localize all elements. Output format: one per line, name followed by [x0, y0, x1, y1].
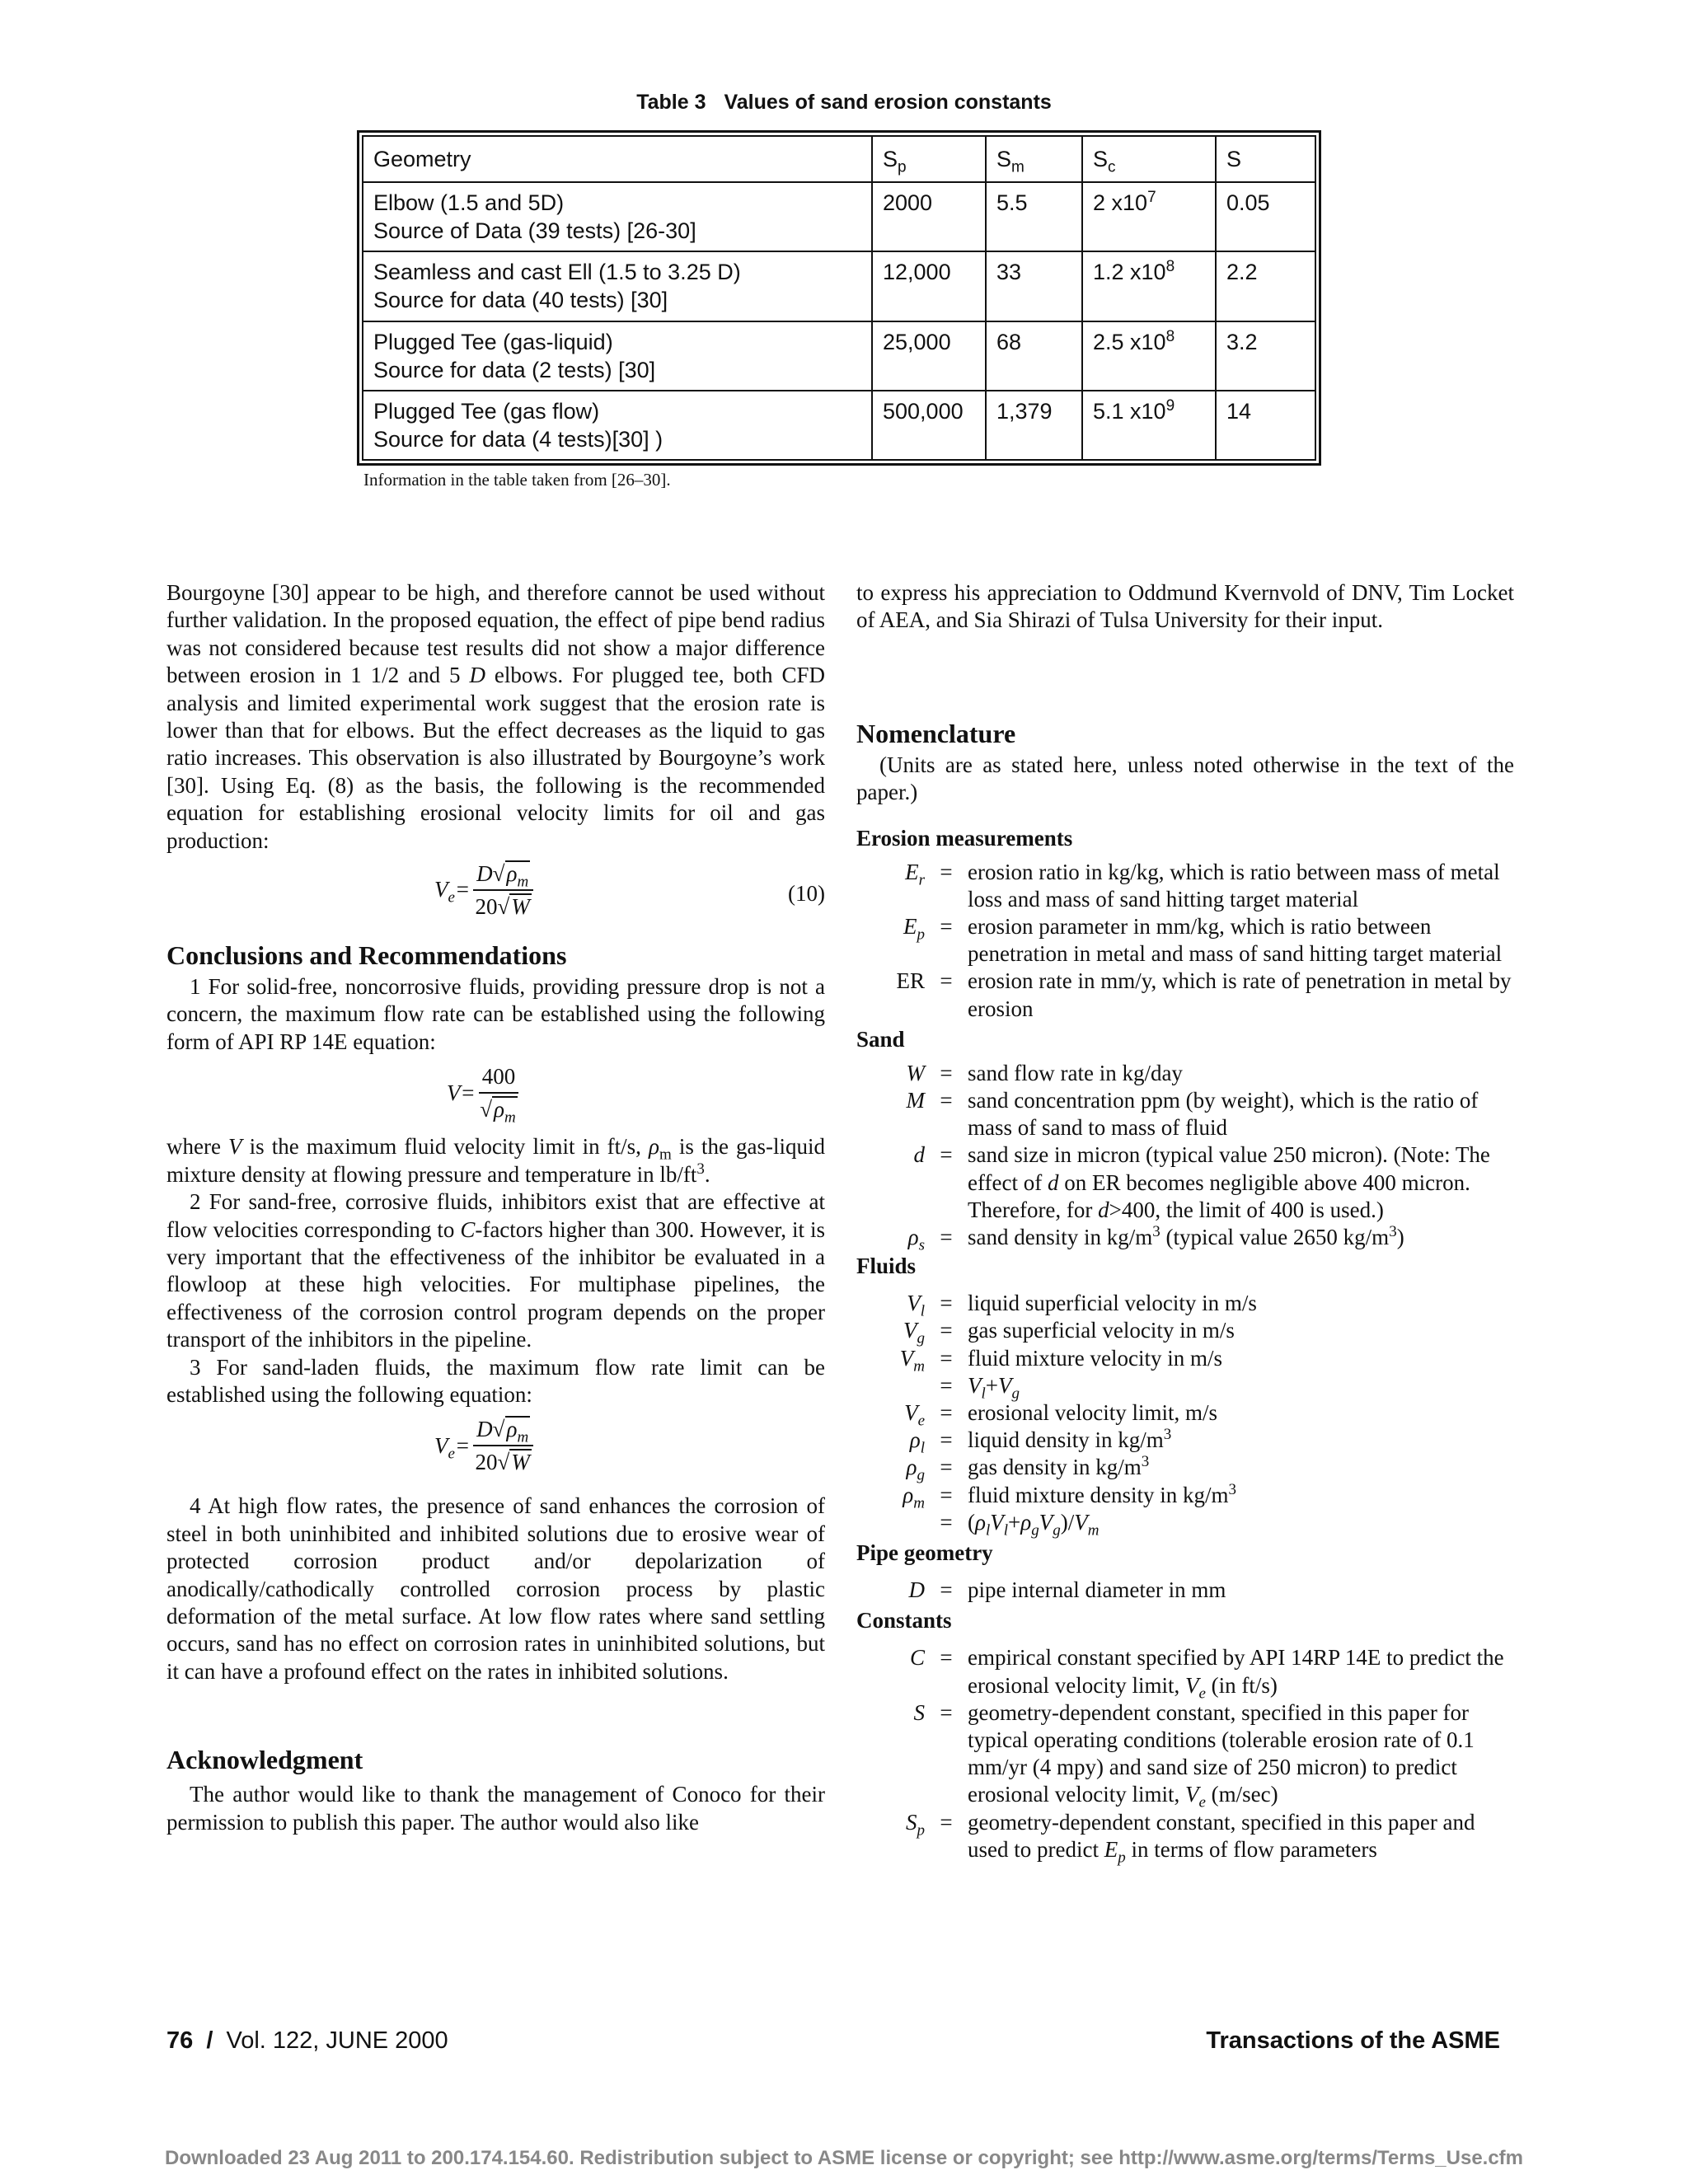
nom-rho-g: $\rho_g$ = gas density in $kg/m^3$ — [906, 1453, 1150, 1484]
nom-vg: $V_g$ = gas superficial velocity in m/s — [903, 1318, 1235, 1347]
sqrt-icon: √ — [492, 1417, 505, 1442]
table-note: Information in the table taken from [26–30]. — [363, 470, 671, 490]
nom-sp: $S_p$ = geometry-dependent constant, specified in this paper and used to predict $E_p$ in terms of flow parameters — [906, 1809, 1475, 1867]
group-constants: Constants — [856, 1608, 952, 1633]
equation-v: V= $\frac{400}{√\rho_m}$ — [166, 1062, 825, 1132]
table-grid — [362, 135, 1316, 461]
equation-ve: $V_e=$ $\frac{D√\rho_m}{20√W}$ — [166, 1415, 825, 1484]
header-sp: $S_p$ — [872, 136, 986, 182]
nom-rho-l: $\rho_l$ = liquid density in $kg/m^3$ — [909, 1426, 1172, 1457]
conclusion-3: 3 For sand-laden fluids, the maximum flow rate limit can be established using the following equation: — [166, 1354, 825, 1407]
table-row — [363, 321, 1315, 391]
nom-pipe-d: D = pipe internal diameter in mm — [908, 1577, 1226, 1603]
cell-s: 3.2 — [1216, 321, 1315, 391]
nom-rho-m-formula: = $(\rho_lV_l+\rho_gV_g)/V_m$ — [940, 1509, 1100, 1540]
cell-geometry: Plugged Tee (gas flow) Source for data (4 tests)[30] ) — [363, 391, 872, 460]
eq10-fraction: $\frac{D√\rho_m}{20√W}$ — [473, 860, 533, 921]
header-s: S — [1216, 136, 1315, 182]
conclusion-2: 2 For sand-free, corrosive fluids, inhibitors exist that are effective at flow velocities corresponding to C-factors higher than 300. However, it is very important that the effectiveness of the inhibitor be evaluated in a flowloop at these high velocities. For multiphase pipelines, the effectiveness of the corrosion control program depends on the proper transport of the inhibitors in the pipeline. — [166, 1189, 825, 1352]
nom-ep: $E_p$ = erosion parameter in mm/kg, which is ratio between penetration in metal and mass of sand hitting target material — [903, 914, 1503, 967]
cell-s: 14 — [1216, 391, 1315, 460]
nom-erosion-rate: ER = erosion rate in mm/y, which is rate of penetration in metal by erosion — [896, 968, 1512, 1021]
cell-sm: 68 — [986, 321, 1082, 391]
table-title: Values of sand erosion constants — [724, 91, 1052, 114]
cell-sm: 1,379 — [986, 391, 1082, 460]
table-row — [363, 251, 1315, 321]
nomenclature-intro: (Units are as stated here, unless noted otherwise in the text of the paper.) — [856, 752, 1514, 805]
acknowledgment-text: The author would like to thank the management of Conoco for their permission to publish this paper. The author would also like — [166, 1782, 825, 1835]
nom-w: W = sand flow rate in kg/day — [906, 1060, 1183, 1085]
nomenclature-heading: Nomenclature — [856, 718, 1016, 748]
sqrt-icon: √ — [497, 894, 510, 920]
sqrt-icon: √ — [480, 1097, 493, 1122]
header-geometry: Geometry — [363, 136, 872, 182]
acknowledgment-heading: Acknowledgment — [166, 1745, 363, 1775]
nom-m: M = sand concentration ppm (by weight), which is the ratio of mass of sand to mass of fluid — [906, 1088, 1479, 1141]
nom-ve: $V_e$ = erosional velocity limit, m/s — [904, 1400, 1217, 1430]
cell-sc: 5.1 $x10^9$ — [1082, 391, 1216, 460]
nom-d: d = sand size in micron (typical value 250 micron). (Note: The effect of d on ER becomes negligible above 400 micron. Therefore, for d>400, the limit of 400 is used.) — [913, 1142, 1490, 1222]
table-row — [363, 391, 1315, 460]
cell-sp: 12,000 — [872, 251, 986, 321]
cell-geometry: Elbow (1.5 and 5D) Source of Data (39 tests) [26-30] — [363, 182, 872, 251]
nom-er: $E_r$ = erosion ratio in kg/kg, which is ratio between mass of metal loss and mass of sand hitting target material — [905, 859, 1500, 912]
cell-sc: 1.2 $x10^8$ — [1082, 251, 1216, 321]
download-notice: Downloaded 23 Aug 2011 to 200.174.154.60. Redistribution subject to ASME license or copyright; see http://www.asme.org/terms/Terms_Use.cfm — [164, 2147, 1524, 2169]
eq-ve-fraction: $\frac{D√\rho_m}{20√W}$ — [473, 1415, 533, 1476]
group-erosion-measurements: Erosion measurements — [856, 825, 1073, 851]
cell-s: 2.2 — [1216, 251, 1315, 321]
conclusion-1-where: where V is the maximum fluid velocity limit in ft/s, $\rho_m$ is the gas-liquid mixture density at flowing pressure and temperature in $lb/ft^3$. — [166, 1134, 825, 1187]
right-column — [856, 579, 1514, 1867]
footer-page-info — [166, 2027, 448, 2055]
nom-s: S = geometry-dependent constant, specified in this paper for typical operating conditions (tolerable erosion rate of 0.1 mm/yr (4 mpy) and sand size of 250 micron) to predict erosional velocity limit, $V_e$ (m/sec) — [913, 1699, 1475, 1811]
cell-sp: 25,000 — [872, 321, 986, 391]
equation-10 — [166, 860, 825, 929]
group-pipe-geometry: Pipe geometry — [856, 1540, 993, 1566]
cell-s: 0.05 — [1216, 182, 1315, 251]
header-sc: $S_c$ — [1082, 136, 1216, 182]
cell-sp: 2000 — [872, 182, 986, 251]
cell-sc: 2 $x10^7$ — [1082, 182, 1216, 251]
page-number: 76 — [166, 2027, 194, 2054]
table-header-row — [363, 136, 1315, 182]
journal-name: Transactions of the ASME — [1206, 2027, 1500, 2054]
group-fluids: Fluids — [856, 1254, 917, 1279]
cell-sm: 5.5 — [986, 182, 1082, 251]
cell-sc: 2.5 $x10^8$ — [1082, 321, 1216, 391]
eq10-lhs: $V_e=$ — [434, 877, 471, 907]
footer-separator: / — [206, 2027, 213, 2054]
cell-geometry: Plugged Tee (gas-liquid) Source for data (2 tests) [30] — [363, 321, 872, 391]
acknowledgment-continued: to express his appreciation to Oddmund Kvernvold of DNV, Tim Locket of AEA, and Sia Shirazi of Tulsa University for their input. — [856, 580, 1514, 633]
conclusion-1: 1 For solid-free, noncorrosive fluids, providing pressure drop is not a concern, the maximum flow rate can be established using the following form of API RP 14E equation: — [166, 974, 825, 1054]
nom-vl: $V_l$ = liquid superficial velocity in m/s — [907, 1291, 1257, 1320]
nom-rho-s: $\rho_s$ = sand density in $kg/m^3$ (typical value 2650 $kg/m^3$) — [907, 1223, 1404, 1254]
header-sm: $S_m$ — [986, 136, 1082, 182]
conclusion-4: 4 At high flow rates, the presence of sand enhances the corrosion of steel in both uninhibited and inhibited solutions due to erosive wear of protected corrosion product and/or depolarization of anodically/cathodically controlled corrosion process by plastic deformation of the metal surface. At low flow rates where sand settling occurs, sand has no effect on corrosion rates in uninhibited solutions, but it can have a profound effect on the rates in inhibited solutions. — [166, 1493, 825, 1684]
group-sand: Sand — [856, 1026, 905, 1052]
table-label: Table 3 — [636, 91, 706, 114]
nom-vm-sum: = $V_l+V_g$ — [940, 1372, 1020, 1403]
table-row — [363, 182, 1315, 251]
nom-c: C = empirical constant specified by API 14RP 14E to predict the erosional velocity limit, $V_e$ (in ft/s) — [909, 1645, 1504, 1702]
cell-sp: 500,000 — [872, 391, 986, 460]
erosion-constants-table — [357, 130, 1321, 466]
sqrt-icon: √ — [497, 1450, 510, 1475]
nom-vm: $V_m$ = fluid mixture velocity in m/s — [899, 1345, 1222, 1376]
paragraph-bourgoyne: Bourgoyne [30] appear to be high, and therefore cannot be used without further validation. In the proposed equation, the effect of pipe bend radius was not considered because test results did not show a major difference between erosion in 1 1/2 and 5 D elbows. For plugged tee, both CFD analysis and limited experimental work suggest that the erosion rate is lower than that for elbows. But the effect decreases as the liquid to gas ratio increases. This observation is also illustrated by Bourgoyne’s work [30]. Using Eq. (8) as the basis, the following is the recommended equation for establishing erosional velocity limits for oil and gas production: — [166, 580, 825, 853]
conclusions-heading: Conclusions and Recommendations — [166, 940, 567, 971]
sqrt-icon: √ — [492, 861, 505, 887]
cell-geometry: Seamless and cast Ell (1.5 to 3.25 D) Source for data (40 tests) [30] — [363, 251, 872, 321]
table-caption — [0, 91, 1688, 115]
volume-info: Vol. 122, JUNE 2000 — [226, 2027, 448, 2054]
left-column — [166, 579, 825, 1836]
cell-sm: 33 — [986, 251, 1082, 321]
nom-rho-m: $\rho_m$ = fluid mixture density in $kg/m^3$ — [903, 1480, 1236, 1512]
equation-number: (10) — [788, 881, 825, 907]
eq-v-fraction: $\frac{400}{√\rho_m}$ — [479, 1062, 519, 1123]
